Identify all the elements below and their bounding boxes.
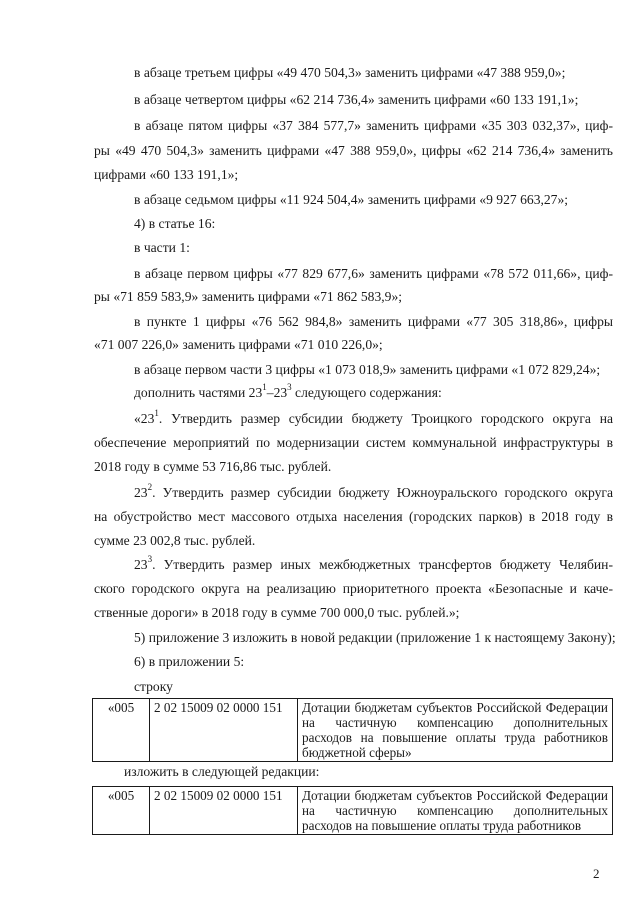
paragraph-6: в части 1:	[134, 240, 190, 255]
table-cell-description: Дотации бюджетам субъектов Российской Федерации на частичную компенсацию дополнительных расходов на повышение оплаты труда работников бюджетной сферы»	[298, 699, 613, 762]
paragraph-9: в абзаце первом части 3 цифры «1 073 018,9» заменить цифрами «1 072 829,24»;	[134, 362, 601, 377]
table-new-row	[92, 786, 613, 835]
paragraph-12-line-1: $23^2$. Утвердить размер субсидии бюджету Южноуральского городского округа	[134, 482, 613, 500]
paragraph-15: 6) в приложении 5:	[134, 654, 245, 669]
paragraph-11-line-1: «$23^1$. Утвердить размер субсидии бюджету Троицкого городского округа на	[134, 408, 613, 426]
paragraph-3-line-2: ры «49 470 504,3» заменить цифрами «47 388 959,0», цифры «62 214 736,4» заменить	[94, 143, 613, 158]
paragraph-17: изложить в следующей редакции:	[124, 764, 320, 779]
paragraph-11-line-3: 2018 году в сумме 53 716,86 тыс. рублей.	[94, 459, 332, 474]
paragraph-3-line-1: в абзаце пятом цифры «37 384 577,7» заменить цифрами «35 303 032,37», циф-	[134, 118, 613, 133]
paragraph-13-line-3: ственные дороги» в 2018 году в сумме 700 000,0 тыс. рублей.»;	[94, 605, 460, 620]
page-number: 2	[593, 866, 600, 881]
paragraph-8-line-1: в пункте 1 цифры «76 562 984,8» заменить цифрами «77 305 318,86», цифры	[134, 314, 613, 329]
paragraph-12-line-2: на обустройство мест массового отдыха населения (городских парков) в 2018 году в	[94, 509, 613, 524]
paragraph-13-line-1: $23^3$. Утвердить размер иных межбюджетных трансфертов бюджету Челябин-	[134, 554, 613, 572]
paragraph-4: в абзаце седьмом цифры «11 924 504,4» заменить цифрами «9 927 663,27»;	[134, 192, 569, 207]
paragraph-1: в абзаце третьем цифры «49 470 504,3» заменить цифрами «47 388 959,0»;	[134, 65, 566, 80]
paragraph-2: в абзаце четвертом цифры «62 214 736,4» заменить цифрами «60 133 191,1»;	[134, 92, 579, 107]
paragraph-12-line-3: сумме 23 002,8 тыс. рублей.	[94, 533, 256, 548]
table-cell-classifier: 2 02 15009 02 0000 151	[150, 787, 298, 835]
paragraph-14: 5) приложение 3 изложить в новой редакции (приложение 1 к настоящему Закону);	[134, 630, 616, 645]
paragraph-5: 4) в статье 16:	[134, 216, 216, 231]
table-cell-code: «005	[93, 699, 150, 762]
table-old-row	[92, 698, 613, 762]
paragraph-8-line-2: «71 007 226,0» заменить цифрами «71 010 226,0»;	[94, 337, 383, 352]
paragraph-7-line-1: в абзаце первом цифры «77 829 677,6» заменить цифрами «78 572 011,66», циф-	[134, 266, 613, 281]
paragraph-11-line-2: обеспечение мероприятий по модернизации систем коммунальной инфраструктуры в	[94, 435, 613, 450]
table-row	[93, 699, 613, 762]
paragraph-13-line-2: ского городского округа на реализацию приоритетного проекта «Безопасные и каче-	[94, 581, 613, 596]
table-cell-description: Дотации бюджетам субъектов Российской Федерации на частичную компенсацию дополнительных расходов на повышение оплаты труда работников	[298, 787, 613, 835]
table-cell-classifier: 2 02 15009 02 0000 151	[150, 699, 298, 762]
paragraph-7-line-2: ры «71 859 583,9» заменить цифрами «71 862 583,9»;	[94, 289, 403, 304]
paragraph-3-line-3: цифрами «60 133 191,1»;	[94, 167, 239, 182]
table-cell-code: «005	[93, 787, 150, 835]
paragraph-10: дополнить частями $23^1-23^3$ следующего содержания:	[134, 382, 442, 400]
table-row	[93, 787, 613, 835]
paragraph-16: строку	[134, 679, 173, 694]
